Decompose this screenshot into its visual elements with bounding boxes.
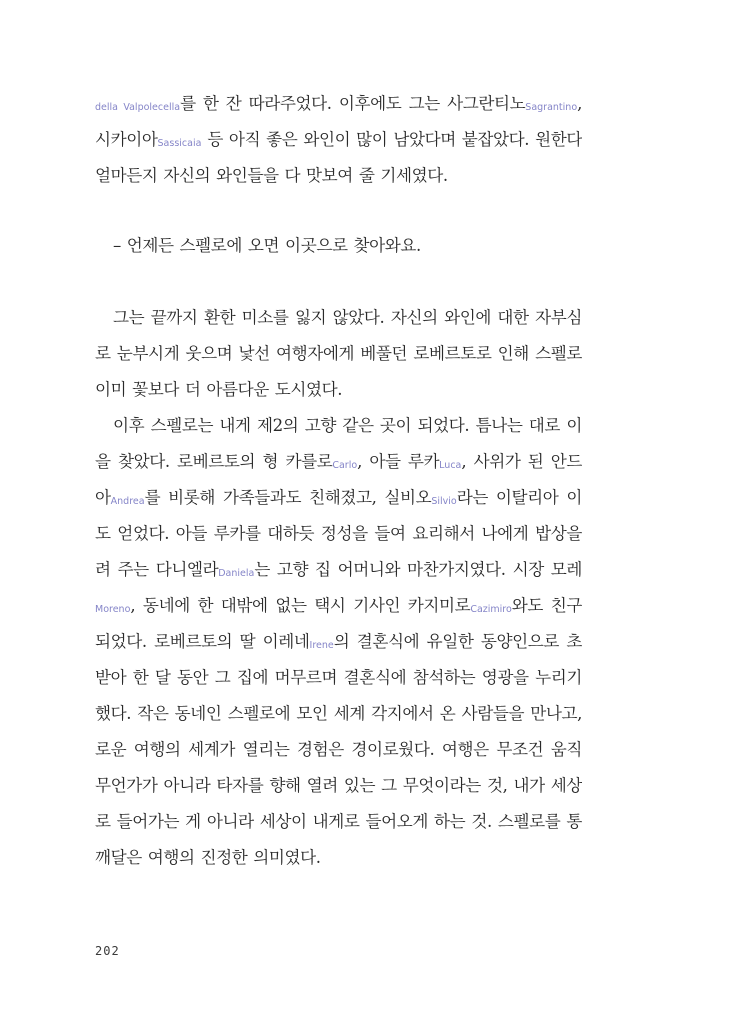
text-line (113, 306, 582, 330)
text-segment: 라는 이탈리아 이 (456, 488, 582, 507)
foreign-term: Sagrantino (525, 102, 578, 113)
text-segment: 려 주는 다니엘라 (95, 560, 219, 579)
text-line (95, 738, 582, 762)
text-line (95, 846, 582, 870)
foreign-term: Daniela (218, 568, 255, 579)
text-segment: , 사위가 된 안드 (461, 452, 582, 471)
text-line (95, 342, 582, 366)
text-line (113, 234, 582, 258)
text-line (113, 414, 582, 438)
text-segment: 무언가가 아니라 타자를 향해 열려 있는 그 무엇이라는 것, 내가 세상 (95, 776, 582, 795)
text-segment: 시카이아 (95, 130, 158, 149)
text-segment: 를 한 잔 따라주었다. 이후에도 그는 사그란티노 (180, 94, 526, 113)
foreign-term: Irene (309, 640, 334, 651)
text-line (95, 630, 582, 654)
text-segment: 는 고향 집 어머니와 마찬가지였다. 시장 모레 (254, 560, 582, 579)
text-segment: , (577, 94, 582, 113)
text-segment: 이미 꽃보다 더 아름다운 도시였다. (95, 380, 343, 399)
text-line (95, 450, 582, 474)
text-segment: 했다. 작은 동네인 스펠로에 모인 세계 각지에서 온 사람들을 만나고, (95, 704, 582, 723)
text-segment: 로운 여행의 세계가 열리는 경험은 경이로웠다. 여행은 무조건 움직 (95, 740, 582, 759)
text-segment: 를 비롯해 가족들과도 친해졌고, 실비오 (144, 488, 432, 507)
text-segment: – 언제든 스펠로에 오면 이곳으로 찾아와요. (113, 236, 421, 255)
text-segment: 되었다. 로베르토의 딸 이레네 (95, 632, 310, 651)
text-segment: 의 결혼식에 유일한 동양인으로 초 (333, 632, 582, 651)
text-segment: 이후 스펠로는 내게 제2의 고향 같은 곳이 되었다. 틈나는 대로 이 (113, 416, 582, 435)
page-number: 202 (95, 944, 120, 958)
text-line (95, 594, 582, 618)
text-segment: 받아 한 달 동안 그 집에 머무르며 결혼식에 참석하는 영광을 누리기 (95, 668, 582, 687)
foreign-term: della Valpolecella (95, 102, 181, 113)
foreign-term: Luca (439, 460, 462, 471)
foreign-term: Sassicaia (157, 138, 202, 149)
foreign-term: Cazimiro (470, 604, 512, 615)
text-segment: 을 찾았다. 로베르토의 형 카를로 (95, 452, 333, 471)
text-line (95, 164, 582, 188)
text-line (95, 522, 582, 546)
text-line (95, 774, 582, 798)
text-segment: 깨달은 여행의 진정한 의미였다. (95, 848, 321, 867)
text-segment: 그는 끝까지 환한 미소를 잃지 않았다. 자신의 와인에 대한 자부심 (113, 308, 582, 327)
text-segment: , 동네에 한 대밖에 없는 택시 기사인 카지미로 (130, 596, 471, 615)
text-line (95, 702, 582, 726)
text-line (95, 486, 582, 510)
text-line (95, 128, 582, 152)
foreign-term: Moreno (95, 604, 131, 615)
text-line (95, 92, 582, 116)
text-segment: 로 들어가는 게 아니라 세상이 내게로 들어오게 하는 것. 스펠로를 통 (95, 812, 582, 831)
text-line (95, 666, 582, 690)
text-segment: 등 아직 좋은 와인이 많이 남았다며 붙잡았다. 원한다 (207, 130, 582, 149)
text-segment: 아 (95, 488, 111, 507)
text-segment: , 아들 루카 (357, 452, 440, 471)
foreign-term: Carlo (332, 460, 358, 471)
text-segment: 로 눈부시게 웃으며 낯선 여행자에게 베풀던 로베르토로 인해 스펠로 (95, 344, 582, 363)
foreign-term: Andrea (110, 496, 145, 507)
foreign-term: Silvio (431, 496, 457, 507)
text-segment: 도 얻었다. 아들 루카를 대하듯 정성을 들여 요리해서 나에게 밥상을 (95, 524, 582, 543)
text-line (95, 558, 582, 582)
text-segment: 얼마든지 자신의 와인들을 다 맛보여 줄 기세였다. (95, 166, 448, 185)
text-line (95, 378, 582, 402)
text-segment: 와도 친구 (511, 596, 582, 615)
text-line (95, 810, 582, 834)
